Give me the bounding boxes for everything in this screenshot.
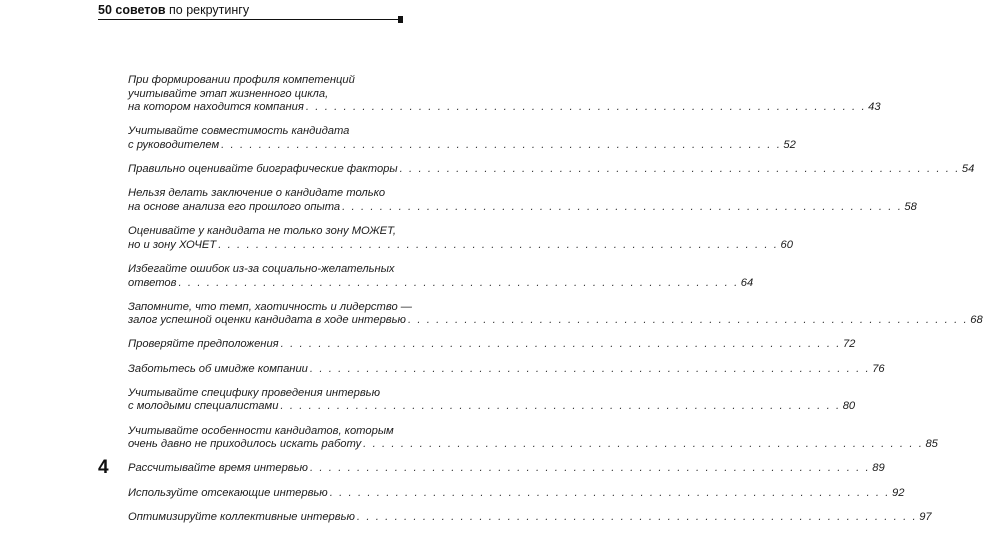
toc-page-number: 97 (919, 510, 932, 523)
dot-leader: . . . . . . . . . . . . . . . . . . . . . . . . . . . . . . . . . . . . . . . . . . . . . . . . . . . . . . . . . . . . (309, 362, 871, 375)
header-title-rest: по рекрутингу (165, 3, 250, 17)
toc-entry-last-line (128, 138, 796, 153)
toc-page-number: 76 (872, 362, 885, 375)
toc-entry-last-line (128, 238, 793, 253)
toc-entry[interactable] (128, 163, 975, 177)
toc-page-number: 54 (961, 163, 975, 176)
toc-entry-line: Используйте отсекающие интервью (128, 486, 328, 499)
toc-page-number: 52 (783, 138, 796, 151)
dot-leader: . . . . . . . . . . . . . . . . . . . . . . . . . . . . . . . . . . . . . . . . . . . . . . . . . . . . . . . . . . . . (407, 314, 969, 327)
toc-entry-line: Учитывайте специфику проведения интервью (128, 386, 380, 399)
toc-page-number: 60 (780, 238, 793, 251)
toc-entry-last-line (128, 200, 917, 215)
dot-leader: . . . . . . . . . . . . . . . . . . . . . . . . . . . . . . . . . . . . . . . . . . . . . . . . . . . . . . . . . . . . (309, 462, 871, 475)
toc-page-number: 58 (904, 200, 917, 213)
toc-entry[interactable] (128, 386, 856, 414)
dot-leader: . . . . . . . . . . . . . . . . . . . . . . . . . . . . . . . . . . . . . . . . . . . . . . . . . . . . . . . . . . . . (221, 138, 782, 151)
toc-entry-last-line (128, 462, 885, 476)
toc-page-number: 72 (842, 338, 856, 351)
toc-entry[interactable] (128, 338, 856, 352)
toc-entry[interactable] (128, 424, 938, 452)
toc-page-number: 64 (740, 276, 754, 289)
header-title-bold: 50 советов (98, 3, 166, 17)
toc-entry-line: Правильно оценивайте биографические факторы (128, 163, 398, 176)
toc-entry-line: Избегайте ошибок из-за социально-желательных (128, 262, 395, 275)
toc-entry[interactable] (128, 262, 754, 290)
toc-entry[interactable] (128, 125, 796, 152)
toc-entry-line: Учитывайте особенности кандидатов, которым (128, 424, 394, 437)
toc-entry-last-line (128, 400, 856, 414)
toc-entry-line: При формировании профиля компетенций (128, 74, 355, 86)
toc-entry-line: Заботьтесь об имидже компании (128, 362, 308, 375)
toc-page-number: 68 (970, 314, 983, 327)
dot-leader: . . . . . . . . . . . . . . . . . . . . . . . . . . . . . . . . . . . . . . . . . . . . . . . . . . . . . . . . . . . . (218, 238, 779, 251)
table-of-contents (128, 74, 983, 535)
toc-entry-line: на котором находится компания (128, 101, 304, 114)
toc-page-number: 80 (842, 400, 856, 413)
dot-leader: . . . . . . . . . . . . . . . . . . . . . . . . . . . . . . . . . . . . . . . . . . . . . . . . . . . . . . . . . . . . (178, 276, 739, 289)
toc-entry[interactable] (128, 462, 885, 476)
toc-entry[interactable] (128, 74, 881, 115)
toc-entry-last-line (128, 338, 856, 352)
toc-entry-line: залог успешной оценки кандидата в ходе интервью (128, 314, 406, 327)
toc-entry-line: с руководителем (128, 138, 220, 151)
header-end-mark (398, 16, 403, 23)
dot-leader: . . . . . . . . . . . . . . . . . . . . . . . . . . . . . . . . . . . . . . . . . . . . . . . . . . . . . . . . . . . . (280, 400, 841, 413)
toc-entry-last-line (128, 101, 881, 115)
toc-entry-last-line (128, 163, 975, 177)
toc-entry[interactable] (128, 187, 917, 214)
toc-entry-line: ответов (128, 276, 177, 289)
toc-entry-line: но и зону ХОЧЕТ (128, 238, 217, 251)
toc-entry-last-line (128, 276, 754, 291)
toc-entry[interactable] (128, 486, 905, 501)
header-rule (98, 19, 400, 20)
toc-entry-last-line (128, 510, 932, 525)
dot-leader: . . . . . . . . . . . . . . . . . . . . . . . . . . . . . . . . . . . . . . . . . . . . . . . . . . . . . . . . . . . . (399, 163, 960, 176)
toc-entry-line: Рассчитывайте время интервью (128, 462, 308, 475)
dot-leader: . . . . . . . . . . . . . . . . . . . . . . . . . . . . . . . . . . . . . . . . . . . . . . . . . . . . . . . . . . . . (363, 438, 924, 451)
dot-leader: . . . . . . . . . . . . . . . . . . . . . . . . . . . . . . . . . . . . . . . . . . . . . . . . . . . . . . . . . . . . (356, 510, 918, 523)
toc-entry-line: учитывайте этап жизненного цикла, (128, 87, 329, 100)
toc-page-number: 43 (868, 101, 881, 114)
dot-leader: . . . . . . . . . . . . . . . . . . . . . . . . . . . . . . . . . . . . . . . . . . . . . . . . . . . . . . . . . . . . (305, 101, 867, 114)
dot-leader: . . . . . . . . . . . . . . . . . . . . . . . . . . . . . . . . . . . . . . . . . . . . . . . . . . . . . . . . . . . . (280, 338, 841, 351)
toc-entry-line: Оценивайте у кандидата не только зону МОЖЕТ, (128, 225, 397, 238)
toc-entry-line: Учитывайте совместимость кандидата (128, 125, 350, 138)
toc-entry[interactable] (128, 300, 983, 328)
toc-entry-last-line (128, 362, 885, 377)
toc-entry[interactable] (128, 225, 793, 252)
toc-entry-last-line (128, 438, 938, 452)
toc-page-number: 89 (872, 462, 885, 475)
toc-page-number: 85 (925, 438, 938, 451)
toc-entry-line: на основе анализа его прошлого опыта (128, 200, 341, 213)
dot-leader: . . . . . . . . . . . . . . . . . . . . . . . . . . . . . . . . . . . . . . . . . . . . . . . . . . . . . . . . . . . . (329, 486, 890, 499)
toc-entry-last-line (128, 486, 905, 501)
toc-entry[interactable] (128, 510, 932, 525)
toc-entry-line: Проверяйте предположения (128, 338, 279, 351)
dot-leader: . . . . . . . . . . . . . . . . . . . . . . . . . . . . . . . . . . . . . . . . . . . . . . . . . . . . . . . . . . . . (342, 200, 903, 213)
toc-entry-line: Запомните, что темп, хаотичность и лидерство — (128, 300, 412, 313)
toc-entry[interactable] (128, 362, 885, 377)
toc-entry-line: Оптимизируйте коллективные интервью (128, 510, 355, 523)
toc-entry-line: с молодыми специалистами (128, 400, 279, 413)
running-header (98, 2, 249, 18)
toc-page-number: 92 (892, 486, 905, 499)
toc-entry-last-line (128, 314, 983, 328)
toc-entry-line: очень давно не приходилось искать работу (128, 438, 362, 451)
page-number: 4 (98, 457, 109, 478)
toc-entry-line: Нельзя делать заключение о кандидате только (128, 187, 386, 200)
